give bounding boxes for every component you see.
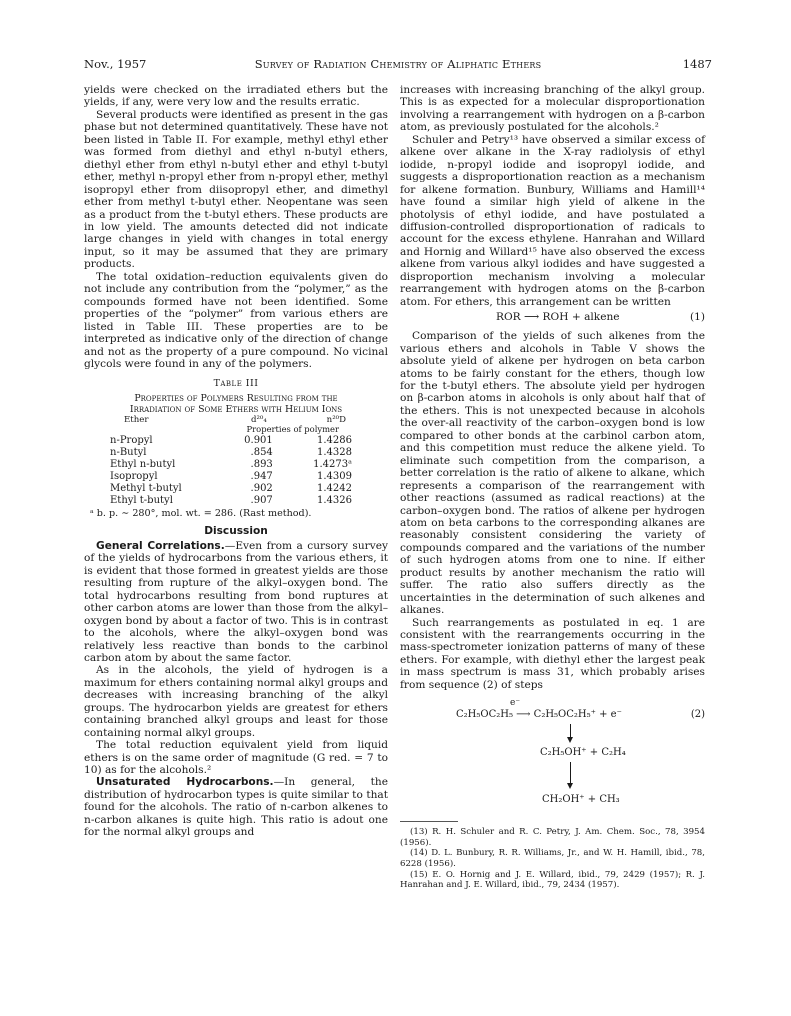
reference-item: (13) R. H. Schuler and R. C. Petry, J. Am. Chem. Soc., 78, 3954 (1956). bbox=[400, 827, 705, 848]
paragraph: yields were checked on the irradiated ethers but the yields, if any, were very low and the results erratic. bbox=[84, 84, 388, 109]
cell-density: .854 bbox=[250, 446, 273, 458]
cell-refractive-index: 1.4242 bbox=[317, 482, 352, 494]
left-column bbox=[84, 84, 388, 839]
down-arrow-line bbox=[570, 724, 571, 738]
column-header-refractive-index: n²⁰D bbox=[326, 414, 346, 425]
cell-refractive-index: 1.4309 bbox=[317, 470, 352, 482]
cell-ether: Isopropyl bbox=[110, 470, 158, 482]
paragraph: As in the alcohols, the yield of hydrogen is a maximum for ethers containing normal alkyl groups and decreases with increasing branching of the alkyl groups. The hydrocarbon yields are greatest for ethers containing branched alkyl groups and least for those containing normal alkyl groups. bbox=[84, 664, 388, 739]
paragraph: Comparison of the yields of such alkenes from the various ethers and alcohols in Table V shows the absolute yield of alkene per hydrogen on beta carbon atoms to be fairly constant for the ethers, though low for the t-butyl ethers. The absolute yield per hydrogen on β-carbon atoms in alcohols is only about half that of the ethers. This is not unexpected because in alcohols the over-all reactivity of the carbon–oxygen bond is low compared to other bonds at the carbinol carbon atom, and this competition must reduce the alkene yield. To eliminate such competition from the comparison, a better correlation is the ratio of alkene to alkane, which represents a comparison of the rearrangement with other reactions (assumed as radical reactions) at the carbon–oxygen bond. The ratios of alkene per hydrogen atom on beta carbons to the corresponding alkanes are reasonably consistent considering the variety of compounds compared and the variations of the number of such hydrogen atoms from one to nine. If either product results by another mechanism the ratio will suffer. The ratio also suffers directly as the uncertainties in the determination of such alkenes and alkanes. bbox=[400, 330, 705, 617]
table-row bbox=[108, 459, 364, 471]
cell-ether: n-Butyl bbox=[110, 446, 147, 458]
down-arrow-line bbox=[570, 762, 571, 784]
equation-number: (1) bbox=[689, 311, 705, 324]
down-arrow-head bbox=[567, 783, 573, 789]
paragraph bbox=[84, 540, 388, 665]
run-in-heading: Unsaturated Hydrocarbons. bbox=[96, 776, 274, 789]
scheme-step-2: C₂H₅OH⁺ + C₂H₄ bbox=[540, 747, 626, 759]
table-row bbox=[108, 483, 364, 495]
paragraph: The total reduction equivalent yield from liquid ethers is on the same order of magnitude (G red. = 7 to 10) as for the alcohols.² bbox=[84, 739, 388, 777]
cell-density: .947 bbox=[250, 470, 273, 482]
equation-text: ROR ⟶ ROH + alkene bbox=[496, 311, 620, 324]
equation-number: (2) bbox=[690, 709, 705, 721]
table-row bbox=[108, 435, 364, 447]
paragraph: Several products were identified as present in the gas phase but not determined quantitatively. These have not been listed in Table II. For example, methyl ethyl ether was formed from diethyl and ethyl n-butyl ethers, diethyl ether from ethyl n-butyl ether and ethyl t-butyl ether, methyl n-propyl ether from n-propyl ether, methyl isopropyl ether from diisopropyl ether, and dimethyl ether from methyl t-butyl ether. Neopentane was seen as a product from the t-butyl ethers. These products are in low yield. The amounts detected did not indicate large changes in yield with changes in total energy input, so it may be assumed that they are primary products. bbox=[84, 108, 388, 271]
cell-ether: Ethyl t-butyl bbox=[110, 494, 173, 506]
scheme-step-3: CH₂OH⁺ + CH₃ bbox=[542, 794, 620, 806]
section-heading-discussion: Discussion bbox=[204, 525, 268, 538]
reaction-scheme-2 bbox=[400, 697, 705, 813]
table-row bbox=[108, 447, 364, 459]
cell-refractive-index: 1.4286 bbox=[317, 434, 352, 446]
cell-density: 0.901 bbox=[244, 434, 273, 446]
scheme-step-1: C₂H₅OC₂H₅ ⟶ C₂H₅OC₂H₅⁺ + e⁻ bbox=[456, 709, 622, 721]
header-page-number: 1487 bbox=[682, 57, 712, 71]
cell-refractive-index: 1.4273ᵃ bbox=[313, 458, 352, 470]
paragraph: The total oxidation–reduction equivalents given do not include any contribution from the “polymer,” as the compounds formed have not been identified. Some properties of the “polymer” from various ethers are listed in Table III. These properties are to be interpreted as indicative only of the direction of change and not as the property of a pure compound. No vicinal glycols were found in any of the polymers. bbox=[84, 270, 388, 370]
footnote-rule bbox=[400, 821, 458, 822]
column-header-density: d²⁰₄ bbox=[250, 414, 267, 425]
paragraph: Schuler and Petry¹³ have observed a similar excess of alkene over alkane in the X-ray radiolysis of ethyl iodide, n-propyl iodide and isopropyl iodide, and suggests a disproportionation reaction as a mechanism for alkene formation. Bunbury, Williams and Hamill¹⁴ have found a similar high yield of alkene in the photolysis of ethyl iodide, and have postulated a diffusion-controlled disproportionation of radicals to account for the excess ethylene. Hanrahan and Willard and Hornig and Willard¹⁵ have also observed the excess alkene from various alkyl iodides and have suggested a disproportion mechanism involving a molecular rearrangement with hydrogen atoms on the β-carbon atom. For ethers, this arrangement can be written bbox=[400, 133, 705, 308]
cell-ether: n-Propyl bbox=[110, 434, 153, 446]
run-in-heading: General Correlations. bbox=[96, 539, 225, 552]
column-subheader: Properties of polymer bbox=[246, 424, 340, 435]
cell-refractive-index: 1.4326 bbox=[317, 494, 352, 506]
cell-density: .907 bbox=[250, 494, 273, 506]
paragraph bbox=[84, 776, 388, 838]
reference-item: (15) E. O. Hornig and J. E. Willard, ibid., 79, 2429 (1957); R. J. Hanrahan and J. E. Willard, ibid., 79, 2434 (1957). bbox=[400, 869, 705, 891]
references bbox=[400, 827, 705, 891]
paragraph: Such rearrangements as postulated in eq. 1 are consistent with the rearrangements occurring in the mass-spectrometer ionization patterns of many of these ethers. For example, with diethyl ether the largest peak in mass spectrum is mass 31, which probably arises from sequence (2) of steps bbox=[400, 616, 705, 691]
table-title: Table III bbox=[213, 378, 259, 390]
right-column bbox=[400, 84, 705, 891]
table-iii bbox=[84, 378, 388, 519]
table-row bbox=[108, 495, 364, 507]
down-arrow-head bbox=[567, 737, 573, 743]
header-running-title: Survey of Radiation Chemistry of Aliphatic Ethers bbox=[254, 57, 542, 71]
paragraph-text: —Even from a cursory survey of the yields of hydrocarbons from the various ethers, it is evident that those formed in greatest yields are those resulting from rupture of the alkyl–oxygen bond. The total hydrocarbons resulting from bond ruptures at other carbon atoms are lower than those from the alkyl–oxygen bond by about a factor of two. This is in contrast to the alcohols, where the alkyl–oxygen bond was relatively less reactive than bonds to the carbinol carbon atom by about the same factor. bbox=[84, 539, 388, 664]
cell-density: .902 bbox=[250, 482, 273, 494]
electron-label: e⁻ bbox=[510, 698, 521, 709]
paragraph-text: —In general, the distribution of hydrocarbon types is quite similar to that found for the alcohols. The ratio of n-carbon alkenes to n-carbon alkanes is quite high. This ratio is adout one for the normal alkyl groups and bbox=[84, 776, 389, 839]
cell-ether: Ethyl n-butyl bbox=[110, 458, 176, 470]
paragraph: increases with increasing branching of the alkyl group. This is as expected for a molecular disproportionation involving a rearrangement with hydrogen on a β-carbon atom, as previously postulated for the alcohols.² bbox=[400, 84, 705, 134]
reference-item: (14) D. L. Bunbury, R. R. Williams, Jr., and W. H. Hamill, ibid., 78, 6228 (1956). bbox=[400, 848, 705, 870]
equation-1 bbox=[400, 311, 705, 325]
cell-refractive-index: 1.4328 bbox=[317, 446, 352, 458]
table-caption-line-2: Irradiation of Some Ethers with Helium Ions bbox=[129, 404, 343, 416]
header-date: Nov., 1957 bbox=[84, 57, 147, 71]
running-header bbox=[84, 57, 712, 73]
cell-density: .893 bbox=[250, 458, 273, 470]
table-caption-line-1: Properties of Polymers Resulting from the bbox=[134, 392, 338, 404]
properties-table bbox=[108, 416, 364, 507]
table-row bbox=[108, 471, 364, 483]
cell-ether: Methyl t-butyl bbox=[110, 482, 182, 494]
column-header-ether: Ether bbox=[124, 414, 149, 425]
table-footnote: ᵃ b. p. ∼ 280°, mol. wt. = 286. (Rast method). bbox=[90, 507, 312, 519]
